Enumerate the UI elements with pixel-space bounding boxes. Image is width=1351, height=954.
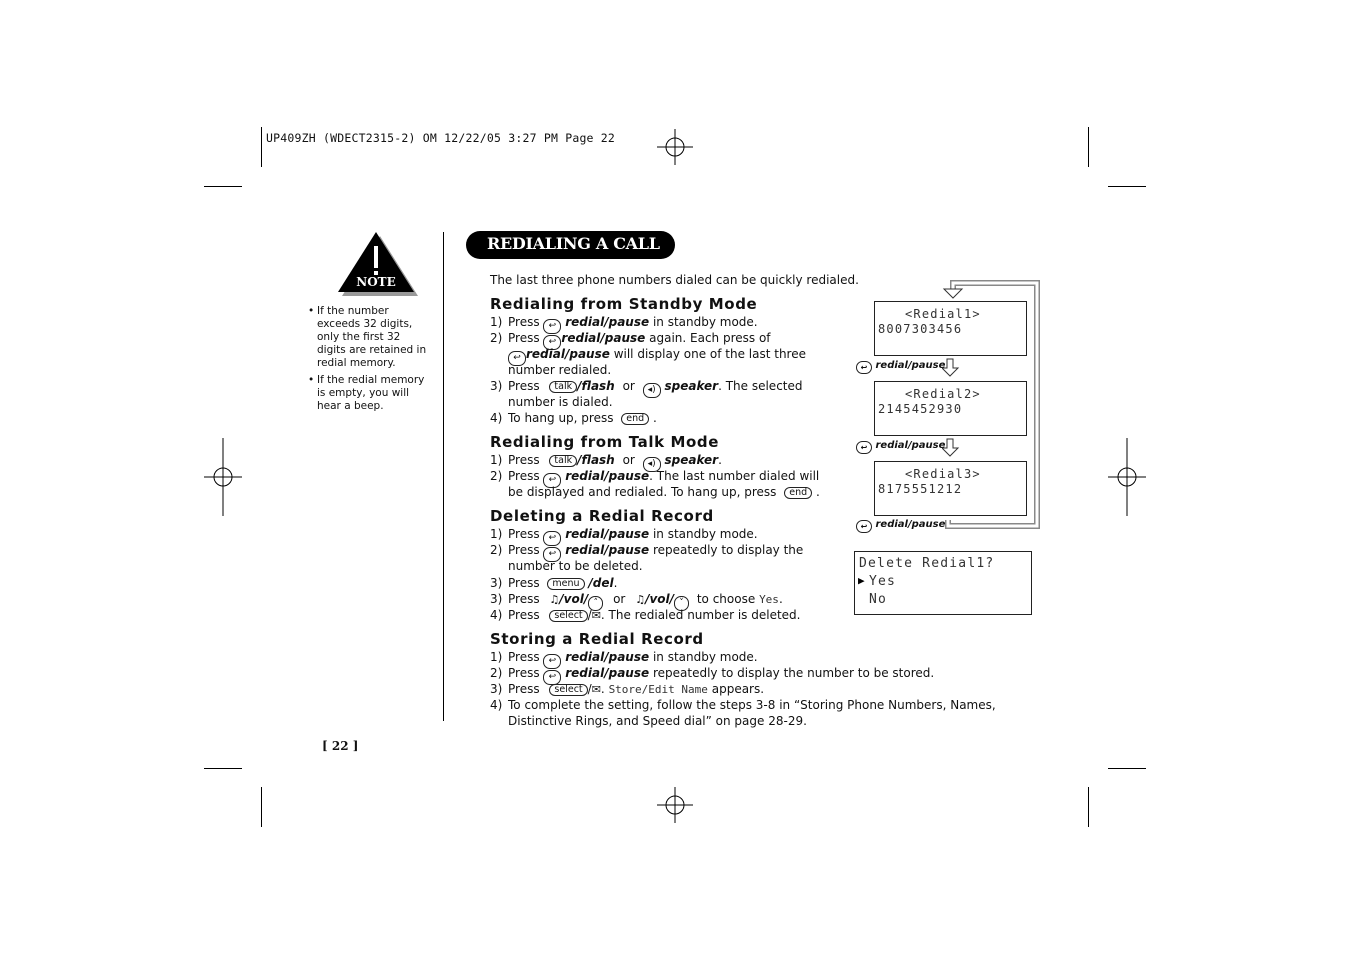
step-store-2: 2) Press ↩ redial/pause repeatedly to display the number to be stored. bbox=[490, 665, 934, 685]
step-delete-5: 4) Press select /✉. The redialed number is deleted. bbox=[490, 608, 801, 622]
step-delete-3: 3) Press menu /del. bbox=[490, 576, 618, 590]
step-standby-2: 2) Press ↩ redial/pause again. Each press of bbox=[490, 330, 771, 350]
delete-screen-option-no: No bbox=[869, 592, 888, 607]
registration-mark bbox=[657, 787, 693, 823]
selection-cursor-icon: ▶ bbox=[858, 574, 866, 587]
end-key-icon: end bbox=[784, 487, 812, 499]
step-standby-2c: number redialed. bbox=[508, 363, 612, 377]
redial-step-label: ↩ redial/pause bbox=[856, 360, 945, 374]
redial-screen-title: <Redial3> bbox=[905, 467, 981, 481]
step-standby-2b: ↩ redial/pause will display one of the last three bbox=[508, 346, 806, 366]
redial-pause-key-icon: ↩ bbox=[856, 441, 872, 454]
up-arrow-key-icon: ˄ bbox=[588, 596, 603, 611]
step-standby-3: 3) Press talk /flash or ◂) speaker. The selected bbox=[490, 378, 803, 398]
redial-pause-key-icon: ↩ bbox=[543, 335, 561, 350]
redial-pause-key-icon: ↩ bbox=[543, 547, 561, 562]
step-store-4: 4) To complete the setting, follow the steps 3-8 in “Storing Phone Numbers, Names, bbox=[490, 698, 996, 712]
step-talk-2b: be displayed and redialed. To hang up, press end . bbox=[508, 485, 820, 499]
speaker-key-icon: ◂) bbox=[643, 383, 661, 398]
step-delete-2b: number to be deleted. bbox=[508, 559, 643, 573]
note-bullet: • If the redial memory is empty, you will hear a beep. bbox=[308, 374, 425, 412]
page-title-banner bbox=[466, 231, 675, 259]
crop-mark bbox=[1088, 787, 1089, 827]
crop-mark bbox=[204, 186, 242, 187]
redial-pause-key-icon: ↩ bbox=[543, 670, 561, 685]
redial-step-label: ↩ redial/pause bbox=[856, 519, 945, 533]
down-arrow-icon bbox=[942, 438, 960, 458]
down-arrow-key-icon: ˅ bbox=[674, 596, 689, 611]
registration-mark bbox=[1108, 438, 1146, 516]
section-heading-talk: Redialing from Talk Mode bbox=[490, 433, 720, 451]
talk-key-icon: talk bbox=[549, 381, 577, 393]
section-heading-store: Storing a Redial Record bbox=[490, 630, 704, 648]
redial-screen-1 bbox=[874, 301, 1027, 356]
intro-text: The last three phone numbers dialed can be quickly redialed. bbox=[490, 273, 859, 287]
step-standby-1: 1) Press ↩ redial/pause in standby mode. bbox=[490, 314, 758, 334]
crop-mark bbox=[1088, 127, 1089, 167]
redial-screen-2 bbox=[874, 381, 1027, 436]
note-bullet: • If the number exceeds 32 digits, only the first 32 digits are retained in redial memory. bbox=[308, 305, 427, 369]
step-store-3: 3) Press select /✉. Store/Edit Name appears. bbox=[490, 682, 765, 696]
step-standby-4: 4) To hang up, press end . bbox=[490, 411, 657, 425]
crop-mark bbox=[204, 768, 242, 769]
header-file-line: UP409ZH (WDECT2315-2) OM 12/22/05 3:27 PM Page 22 bbox=[266, 131, 616, 145]
step-talk-2: 2) Press ↩ redial/pause. The last number dialed will bbox=[490, 468, 819, 488]
page-number: [ 22 ] bbox=[322, 739, 359, 753]
redial-pause-key-icon: ↩ bbox=[856, 361, 872, 374]
page-title: REDIALING A CALL bbox=[487, 234, 660, 253]
redial-screen-number: 2145452930 bbox=[878, 402, 963, 416]
ringer-icon: ♫ bbox=[549, 593, 560, 606]
redial-pause-key-icon: ↩ bbox=[543, 473, 561, 488]
note-bullet-list bbox=[308, 305, 432, 413]
redial-step-label: ↩ redial/pause bbox=[856, 440, 945, 454]
speaker-key-icon: ◂) bbox=[643, 457, 661, 472]
envelope-icon: ✉ bbox=[591, 609, 601, 622]
step-talk-1: 1) Press talk /flash or ◂) speaker. bbox=[490, 452, 722, 472]
crop-mark bbox=[1108, 768, 1146, 769]
section-heading-delete: Deleting a Redial Record bbox=[490, 507, 714, 525]
ringer-icon: ♫ bbox=[635, 593, 646, 606]
redial-pause-key-icon: ↩ bbox=[856, 520, 872, 533]
select-key-icon: select bbox=[549, 610, 587, 622]
step-delete-1: 1) Press ↩ redial/pause in standby mode. bbox=[490, 526, 758, 546]
step-delete-4: 3) Press ♫/vol/ ˄ or ♫/vol/ ˅ to choose Yes. bbox=[490, 591, 783, 611]
select-key-icon: select bbox=[549, 684, 587, 696]
end-key-icon: end bbox=[621, 413, 649, 425]
redial-pause-key-icon: ↩ bbox=[508, 351, 526, 366]
note-label: NOTE bbox=[356, 275, 396, 289]
step-delete-2: 2) Press ↩ redial/pause repeatedly to display the bbox=[490, 542, 803, 562]
redial-screen-number: 8007303456 bbox=[878, 322, 963, 336]
step-standby-3b: number is dialed. bbox=[508, 395, 613, 409]
column-divider bbox=[443, 232, 444, 721]
crop-mark bbox=[1108, 186, 1146, 187]
redial-screen-number: 8175551212 bbox=[878, 482, 963, 496]
redial-pause-key-icon: ↩ bbox=[543, 319, 561, 334]
delete-confirm-screen bbox=[854, 551, 1032, 615]
crop-mark bbox=[261, 787, 262, 827]
step-store-4b: Distinctive Rings, and Speed dial” on page 28-29. bbox=[508, 714, 807, 728]
redial-pause-key-icon: ↩ bbox=[543, 654, 561, 669]
step-store-1: 1) Press ↩ redial/pause in standby mode. bbox=[490, 649, 758, 669]
menu-key-icon: menu bbox=[547, 578, 584, 590]
section-heading-standby: Redialing from Standby Mode bbox=[490, 295, 758, 313]
delete-screen-prompt: Delete Redial1? bbox=[859, 556, 995, 571]
talk-key-icon: talk bbox=[549, 455, 577, 467]
redial-screen-title: <Redial2> bbox=[905, 387, 981, 401]
registration-mark bbox=[657, 129, 693, 165]
redial-screen-title: <Redial1> bbox=[905, 307, 981, 321]
delete-screen-option-yes: Yes bbox=[869, 574, 897, 589]
envelope-icon: ✉ bbox=[591, 683, 601, 696]
redial-pause-key-icon: ↩ bbox=[543, 531, 561, 546]
down-arrow-icon bbox=[942, 358, 960, 378]
registration-mark bbox=[204, 438, 242, 516]
redial-screen-3 bbox=[874, 461, 1027, 516]
note-warning-icon bbox=[334, 232, 418, 298]
crop-mark bbox=[261, 127, 262, 167]
